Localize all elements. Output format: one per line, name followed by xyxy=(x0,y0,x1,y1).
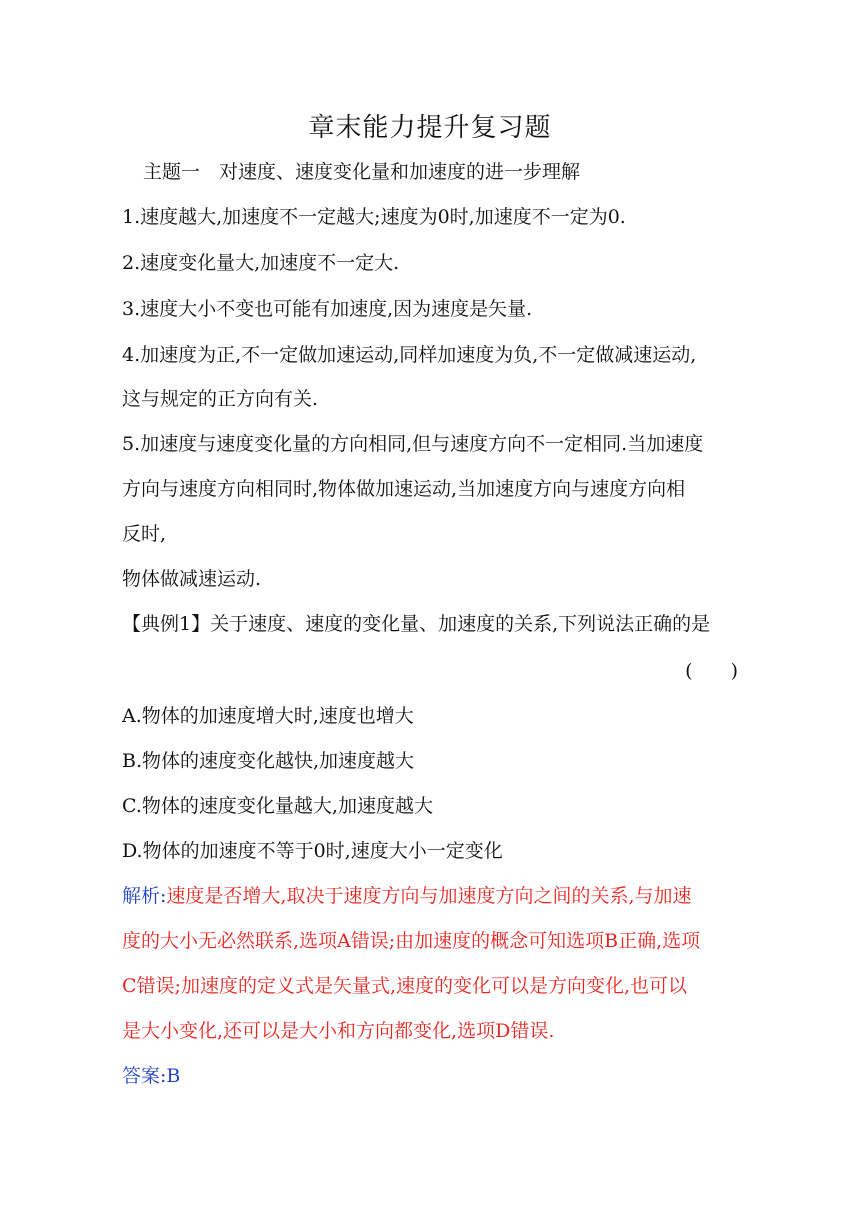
point-4-line-2: 这与规定的正方向有关. xyxy=(122,388,319,410)
option-a: A.物体的加速度增大时,速度也增大 xyxy=(122,705,414,727)
option-d: D.物体的加速度不等于0时,速度大小一定变化 xyxy=(122,840,503,862)
point-2: 2.速度变化量大,加速度不一定大. xyxy=(122,252,400,274)
page-title: 章末能力提升复习题 xyxy=(308,113,552,143)
analysis-line-4: 是大小变化,还可以是大小和方向都变化,选项D错误. xyxy=(122,1020,555,1042)
answer-label: 答案: xyxy=(122,1065,167,1087)
point-4-line-1: 4.加速度为正,不一定做加速运动,同样加速度为负,不一定做减速运动, xyxy=(122,344,697,366)
analysis-line-2: 度的大小无必然联系,选项A错误;由加速度的概念可知选项B正确,选项 xyxy=(122,930,701,952)
answer-parentheses: ( ) xyxy=(685,660,738,682)
answer-value: B xyxy=(166,1065,181,1087)
example-stem: 【典例1】关于速度、速度的变化量、加速度的关系,下列说法正确的是 xyxy=(122,613,711,635)
point-5-line-1: 5.加速度与速度变化量的方向相同,但与速度方向不一定相同.当加速度 xyxy=(122,433,704,455)
point-5-line-4: 物体做减速运动. xyxy=(122,568,262,590)
analysis-label: 解析: xyxy=(122,885,167,907)
point-5-line-3: 反时, xyxy=(122,523,167,545)
analysis-line-1 xyxy=(122,884,742,908)
option-b: B.物体的速度变化越快,加速度越大 xyxy=(122,750,415,772)
analysis-text-1: 速度是否增大,取决于速度方向与加速度方向之间的关系,与加速 xyxy=(166,885,692,907)
point-3: 3.速度大小不变也可能有加速度,因为速度是矢量. xyxy=(122,298,533,320)
point-5-line-2: 方向与速度方向相同时,物体做加速运动,当加速度方向与速度方向相 xyxy=(122,478,686,500)
option-c: C.物体的速度变化量越大,加速度越大 xyxy=(122,795,433,817)
point-1: 1.速度越大,加速度不一定越大;速度为0时,加速度不一定为0. xyxy=(122,206,626,228)
topic-heading: 主题一 对速度、速度变化量和加速度的进一步理解 xyxy=(143,161,581,183)
answer-line xyxy=(122,1064,742,1088)
analysis-line-3: C错误;加速度的定义式是矢量式,速度的变化可以是方向变化,也可以 xyxy=(122,975,688,997)
